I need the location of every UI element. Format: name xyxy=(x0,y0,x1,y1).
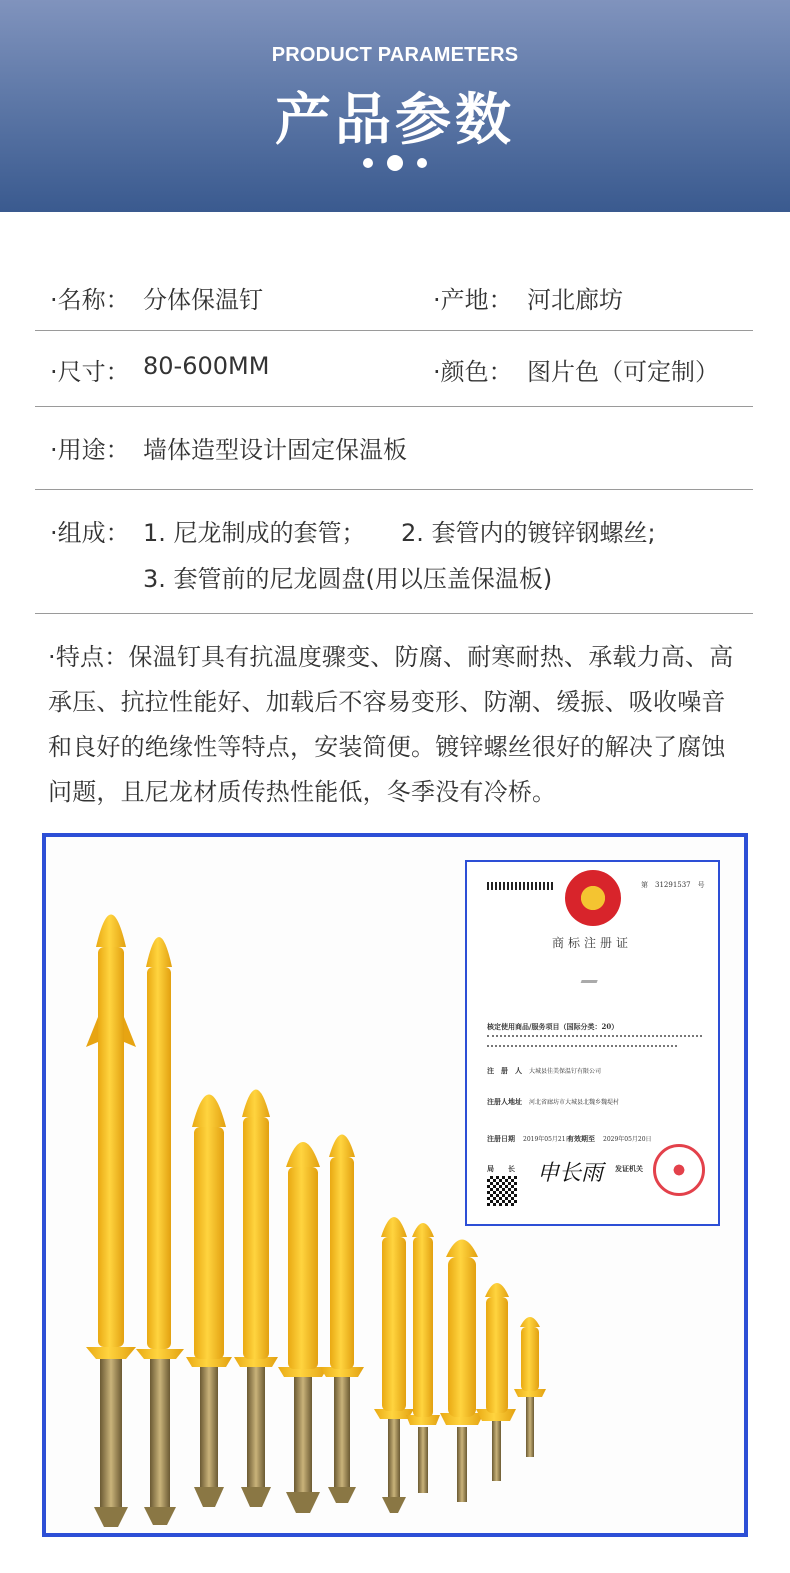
certificate-number: 第 31291537 号 xyxy=(641,881,705,889)
composition-item-1: 1. 尼龙制成的套管； xyxy=(143,519,366,547)
size-value: 80-600MM xyxy=(143,352,270,380)
wall-anchor-icon xyxy=(476,1283,516,1481)
spec-row-size-color xyxy=(35,352,753,386)
wall-anchor-icon xyxy=(514,1317,546,1457)
spec-row-name-origin xyxy=(35,280,753,314)
valid-value: 2029年05月20日 xyxy=(603,1136,652,1143)
date-value: 2019年05月21日 xyxy=(523,1136,572,1143)
dot-icon xyxy=(363,158,373,168)
wall-anchor-icon xyxy=(234,1090,278,1508)
composition-item-2: 2. 套管内的镀锌钢螺丝; xyxy=(401,519,656,547)
origin-value: 河北廊坊 xyxy=(527,286,623,314)
composition-item-3: 3. 套管前的尼龙圆盘(用以压盖保温板) xyxy=(143,565,553,593)
spec-row-composition xyxy=(35,513,753,593)
header-banner xyxy=(0,0,790,212)
divider xyxy=(35,613,753,614)
valid-label: 有效期至 xyxy=(567,1134,595,1143)
color-label: ·颜色： xyxy=(433,358,513,386)
address-value: 河北省廊坊市大城县北魏乡魏堤村 xyxy=(529,1099,620,1106)
registrant-label: 注 册 人 xyxy=(487,1066,522,1075)
qr-code-icon xyxy=(487,1176,517,1206)
wall-anchor-icon xyxy=(320,1135,364,1504)
name-value: 分体保温钉 xyxy=(143,286,263,314)
wall-anchor-icon xyxy=(440,1240,484,1503)
product-photo xyxy=(42,833,748,1537)
wall-anchor-icon xyxy=(136,937,184,1525)
name-label: ·名称： xyxy=(50,286,130,314)
dot-icon xyxy=(387,155,403,171)
divider xyxy=(35,406,753,407)
usage-value: 墙体造型设计固定保温板 xyxy=(143,436,407,464)
wall-anchor-icon xyxy=(374,1217,414,1513)
origin-label: ·产地： xyxy=(433,286,513,314)
divider xyxy=(35,489,753,490)
trademark-certificate xyxy=(465,860,720,1226)
title-english: PRODUCT PARAMETERS xyxy=(271,44,519,66)
wall-anchor-icon xyxy=(186,1095,232,1508)
issuer-label: 发证机关 xyxy=(615,1164,643,1173)
logo-mark-icon xyxy=(581,970,602,983)
title-chinese: 产品参数 xyxy=(275,88,515,153)
spec-row-usage xyxy=(35,430,753,464)
divider xyxy=(35,330,753,331)
goods-heading: 核定使用商品/服务项目（国际分类：20） xyxy=(487,1022,619,1031)
national-emblem-icon xyxy=(565,870,621,926)
barcode-icon xyxy=(487,882,553,890)
features-paragraph: ·特点：保温钉具有抗温度骤变、防腐、耐寒耐热、承载力高、高承压、抗拉性能好、加载后不容易变形、防潮、缓振、吸收噪音和良好的绝缘性等特点，安装简便。镀锌螺丝很好的解决了腐蚀问题，且尼龙材质传热性能低，冬季没有冷桥。 xyxy=(48,643,734,806)
official-seal-icon xyxy=(653,1144,705,1196)
decorative-dots xyxy=(0,154,790,172)
address-label: 注册人地址 xyxy=(487,1097,522,1106)
dot-icon xyxy=(417,158,427,168)
wall-anchor-icon xyxy=(86,915,136,1528)
wall-anchor-icon xyxy=(278,1142,328,1513)
size-label: ·尺寸： xyxy=(50,358,130,386)
director-label: 局 长 xyxy=(487,1164,515,1173)
date-label: 注册日期 xyxy=(487,1134,515,1143)
color-value: 图片色（可定制） xyxy=(527,358,719,386)
certificate-title: 商标注册证 xyxy=(552,936,633,950)
registrant-value: 大城县佳美保温钉有限公司 xyxy=(529,1068,602,1075)
director-signature: 申长雨 xyxy=(537,1161,604,1186)
usage-label: ·用途： xyxy=(50,436,130,464)
composition-label: ·组成： xyxy=(50,519,130,547)
wall-anchor-icon xyxy=(406,1223,440,1493)
